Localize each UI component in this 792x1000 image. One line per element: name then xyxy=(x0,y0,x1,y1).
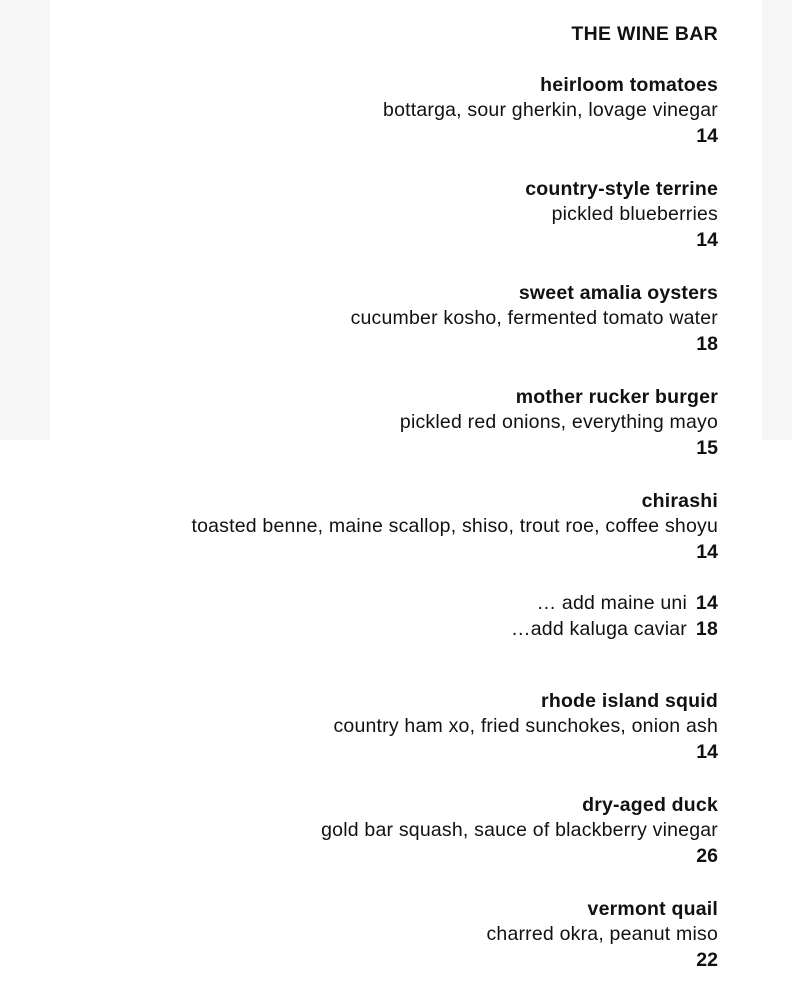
menu-item-heirloom-tomatoes xyxy=(18,72,718,149)
menu-item-country-style-terrine xyxy=(18,176,718,253)
item-price: 14 xyxy=(696,541,718,563)
item-name: rhode island squid xyxy=(541,690,718,712)
item-description: cucumber kosho, fermented tomato water xyxy=(350,307,718,329)
menu-title: THE WINE BAR xyxy=(571,23,718,45)
item-name: country-style terrine xyxy=(525,178,718,200)
addon-label: … add maine uni xyxy=(536,592,687,614)
menu-item-vermont-quail xyxy=(18,896,718,973)
item-name: chirashi xyxy=(641,490,718,512)
addon-price: 18 xyxy=(695,618,718,640)
addon-maine-uni xyxy=(18,590,718,616)
item-price: 22 xyxy=(696,949,718,971)
addon-kaluga-caviar xyxy=(18,616,718,642)
addon-label: …add kaluga caviar xyxy=(511,618,687,640)
item-description: country ham xo, fried sunchokes, onion ash xyxy=(333,715,718,737)
menu-item-mother-rucker-burger xyxy=(18,384,718,461)
menu-item-chirashi xyxy=(18,488,718,565)
right-shade xyxy=(762,0,792,440)
addon-price: 14 xyxy=(695,592,718,614)
item-name: vermont quail xyxy=(587,898,718,920)
item-description: toasted benne, maine scallop, shiso, trout roe, coffee shoyu xyxy=(191,515,718,537)
chirashi-addons xyxy=(18,590,718,642)
item-name: sweet amalia oysters xyxy=(518,282,718,304)
item-price: 26 xyxy=(696,845,718,867)
item-name: dry-aged duck xyxy=(582,794,718,816)
item-price: 14 xyxy=(696,125,718,147)
item-description: bottarga, sour gherkin, lovage vinegar xyxy=(383,99,718,121)
menu-item-rhode-island-squid xyxy=(18,688,718,765)
item-description: gold bar squash, sauce of blackberry vinegar xyxy=(321,819,718,841)
menu-item-dry-aged-duck xyxy=(18,792,718,869)
item-description: pickled red onions, everything mayo xyxy=(399,411,718,433)
menu-item-sweet-amalia-oysters xyxy=(18,280,718,357)
item-price: 14 xyxy=(696,229,718,251)
item-price: 18 xyxy=(696,333,718,355)
item-description: charred okra, peanut miso xyxy=(486,923,718,945)
menu xyxy=(18,22,718,1000)
item-price: 14 xyxy=(696,741,718,763)
item-name: mother rucker burger xyxy=(515,386,718,408)
item-name: heirloom tomatoes xyxy=(540,74,718,96)
item-description: pickled blueberries xyxy=(551,203,718,225)
item-price: 15 xyxy=(696,437,718,459)
